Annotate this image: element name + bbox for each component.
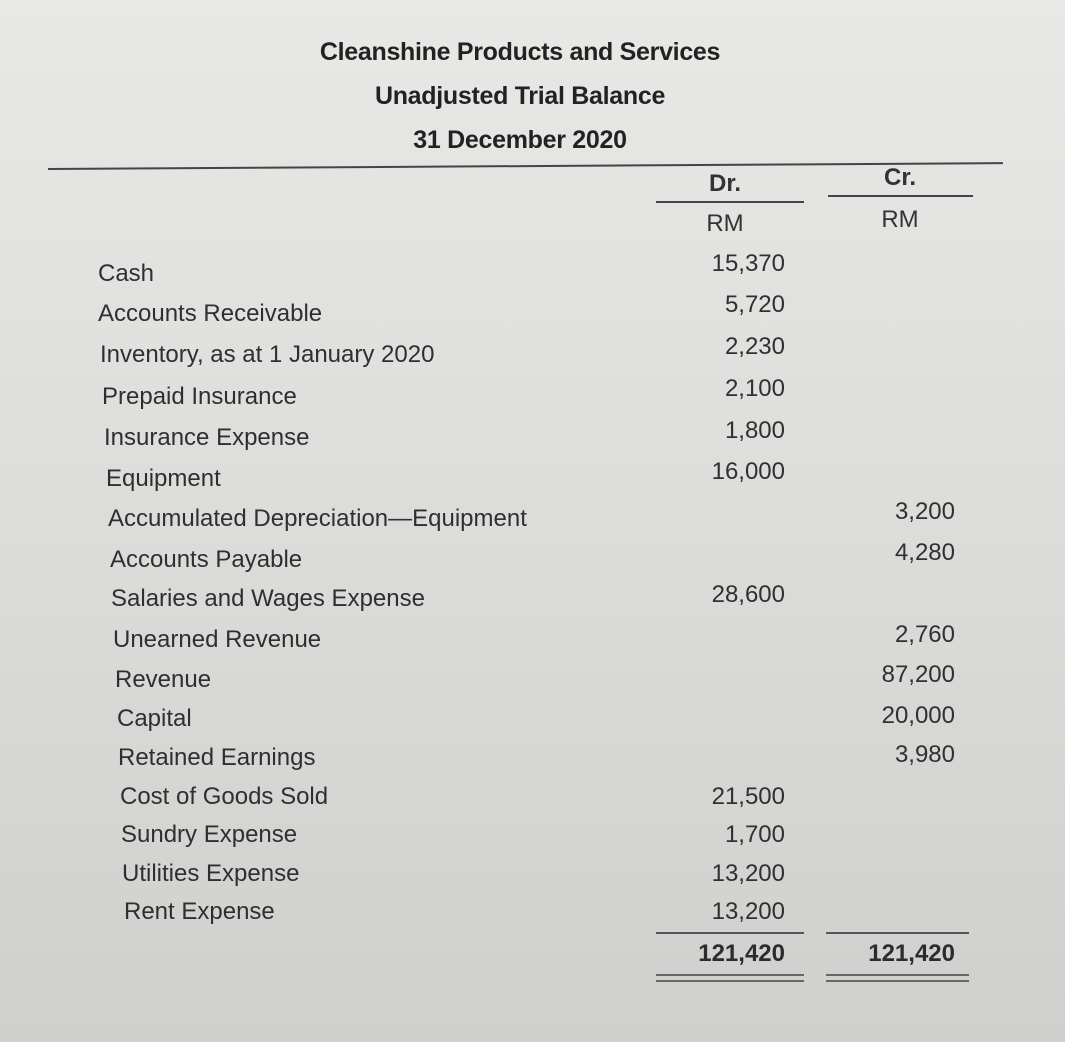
credit-amount: 4,280 (894, 539, 955, 566)
account-name: Retained Earnings (118, 744, 316, 771)
credit-header-rule (828, 195, 973, 197)
credit-amount: 3,980 (894, 741, 955, 768)
credit-amount: 3,200 (894, 498, 955, 525)
account-name: Insurance Expense (104, 424, 310, 451)
debit-unit-label: RM (706, 210, 744, 237)
account-name: Cash (98, 260, 155, 287)
credit-amount: 20,000 (881, 702, 955, 729)
debit-amount: 13,200 (711, 898, 785, 925)
account-name: Revenue (115, 666, 212, 693)
debit-amount: 2,100 (724, 375, 785, 402)
company-name: Cleanshine Products and Services (319, 38, 721, 66)
debit-amount: 1,700 (724, 821, 785, 848)
credit-unit-label: RM (881, 206, 919, 233)
account-name: Sundry Expense (121, 821, 298, 848)
account-name: Rent Expense (124, 898, 275, 925)
debit-header-rule (656, 201, 804, 203)
debit-amount: 1,800 (724, 417, 785, 444)
report-title: Unadjusted Trial Balance (374, 82, 666, 110)
debit-amount: 5,720 (724, 291, 785, 318)
credit-double-underline (826, 974, 969, 982)
credit-amount: 2,760 (894, 621, 955, 648)
account-name: Inventory, as at 1 January 2020 (100, 341, 435, 368)
debit-column-header: Dr. (708, 170, 741, 197)
account-name: Equipment (106, 465, 221, 492)
debit-amount: 15,370 (711, 250, 785, 277)
credit-column-header: Cr. (883, 164, 916, 191)
account-name: Accounts Receivable (98, 300, 323, 327)
debit-amount: 13,200 (711, 860, 785, 887)
credit-amount: 87,200 (881, 661, 955, 688)
report-date: 31 December 2020 (413, 126, 627, 154)
debit-amount: 21,500 (711, 783, 785, 810)
account-name: Cost of Goods Sold (120, 783, 329, 810)
account-name: Salaries and Wages Expense (111, 585, 425, 612)
debit-amount: 16,000 (711, 458, 785, 485)
report-header (300, 30, 740, 162)
debit-amount: 28,600 (711, 581, 785, 608)
account-name: Accumulated Depreciation—Equipment (108, 505, 527, 532)
debit-total-rule (656, 932, 804, 934)
account-name: Prepaid Insurance (102, 383, 297, 410)
debit-total: 121,420 (698, 940, 785, 967)
account-name: Unearned Revenue (113, 626, 322, 653)
account-name: Capital (117, 705, 192, 732)
debit-amount: 2,230 (724, 333, 785, 360)
account-name: Accounts Payable (110, 546, 303, 573)
debit-double-underline (656, 974, 804, 982)
account-name: Utilities Expense (122, 860, 300, 887)
credit-total-rule (826, 932, 969, 934)
credit-total: 121,420 (868, 940, 955, 967)
